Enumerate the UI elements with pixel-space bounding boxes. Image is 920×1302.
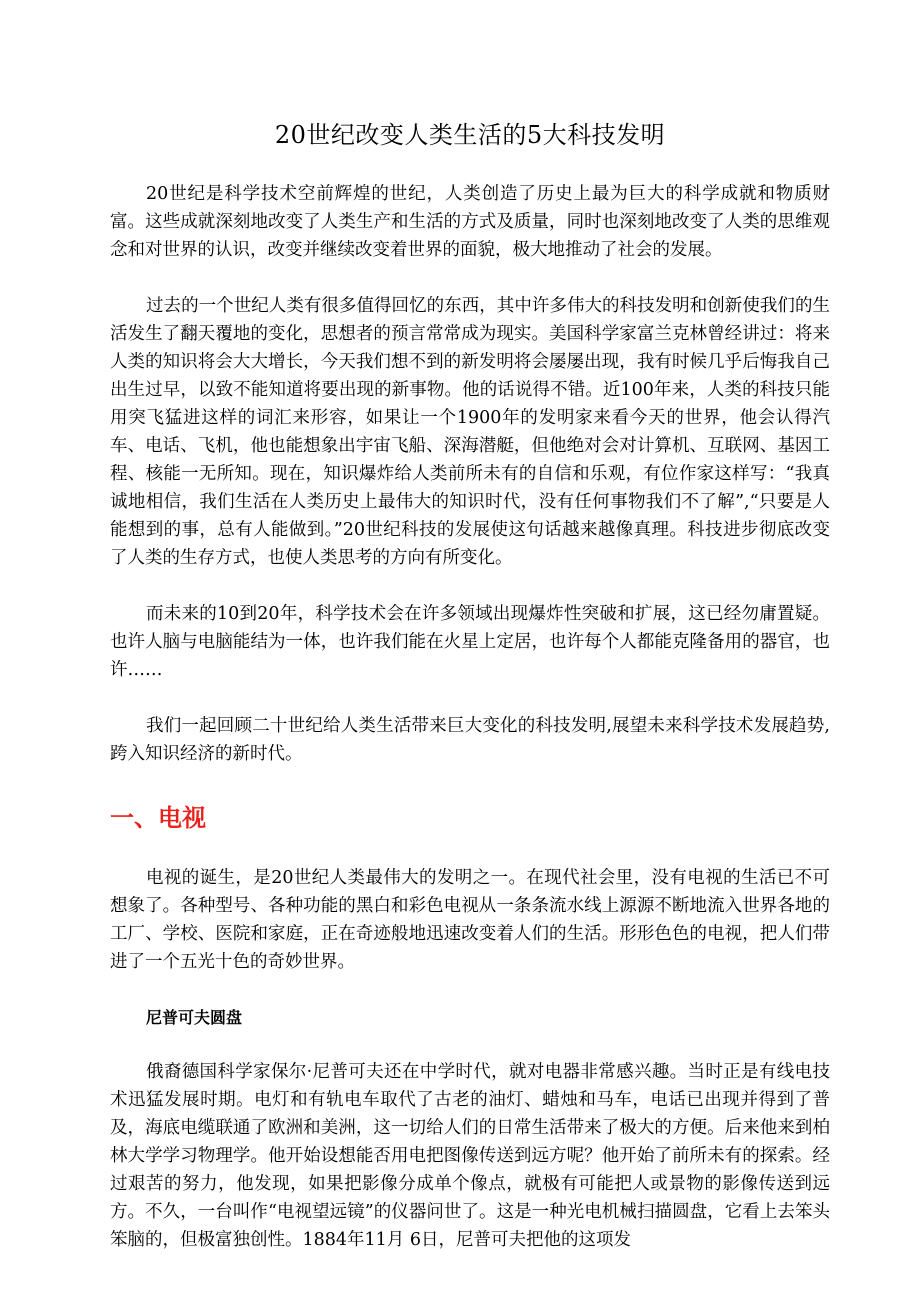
section-paragraph-television: 电视的诞生，是20世纪人类最伟大的发明之一。在现代社会里，没有电视的生活已不可想象了。各种型号、各种功能的黑白和彩色电视从一条条流水线上源源不断地流入世界各地的工厂、学校、医院和家庭，正在奇迹般地迅速改变着人们的生活。形形色色的电视，把人们带进了一个五光十色的奇妙世界。 [110,868,830,972]
subheading-nipkow-disk: 尼普可夫圆盘 [146,1008,243,1027]
section-heading-television: 一、电视 [110,804,206,832]
intro-paragraph-4: 我们一起回顾二十世纪给人类生活带来巨大变化的科技发明,展望未来科学技术发展趋势,跨入知识经济的新时代。 [110,716,830,764]
intro-paragraph-2: 过去的一个世纪人类有很多值得回忆的东西，其中许多伟大的科技发明和创新使我们的生活发生了翻天覆地的变化，思想者的预言常常成为现实。美国科学家富兰克林曾经讲过：将来人类的知识将会大大增长，今天我们想不到的新发明将会屡屡出现，我有时候几乎后悔我自己出生过早，以致不能知道将要出现的新事物。他的话说得不错。近100年来，人类的科技只能用突飞猛进这样的词汇来形容，如果让一个1900年的发明家来看今天的世界，他会认得汽车、电话、飞机，他也能想象出宇宙飞船、深海潜艇，但他绝对会对计算机、互联网、基因工程、核能一无所知。现在，知识爆炸给人类前所未有的自信和乐观，有位作家这样写：“我真诚地相信，我们生活在人类历史上最伟大的知识时代，没有任何事物我们不了解”,“只要是人能想到的事，总有人能做到。”20世纪科技的发展使这句话越来越像真理。科技进步彻底改变了人类的生存方式，也使人类思考的方向有所变化。 [110,296,830,568]
document-title: 20世纪改变人类生活的5大科技发明 [274,121,666,149]
intro-paragraph-1: 20世纪是科学技术空前辉煌的世纪，人类创造了历史上最为巨大的科学成就和物质财富。这些成就深刻地改变了人类生产和生活的方式及质量，同时也深刻地改变了人类的思维观念和对世界的认识，改变并继续改变着世界的面貌，极大地推动了社会的发展。 [110,184,830,260]
subsection-paragraph-nipkow: 俄裔德国科学家保尔·尼普可夫还在中学时代，就对电器非常感兴趣。当时正是有线电技术迅猛发展时期。电灯和有轨电车取代了古老的油灯、蜡烛和马车，电话已出现并得到了普及，海底电缆联通了欧洲和美洲，这一切给人们的日常生活带来了极大的方便。后来他来到柏林大学学习物理学。他开始设想能否用电把图像传送到远方呢？他开始了前所未有的探索。经过艰苦的努力，他发现，如果把影像分成单个像点，就极有可能把人或景物的影像传送到远方。不久，一台叫作“电视望远镜”的仪器问世了。这是一种光电机械扫描圆盘，它看上去笨头笨脑的，但极富独创性。1884年11月 6日，尼普可夫把他的这项发 [110,1062,830,1250]
document-page [110,0,830,1254]
intro-paragraph-3: 而未来的10到20年，科学技术会在许多领域出现爆炸性突破和扩展，这已经勿庸置疑。也许人脑与电脑能结为一体，也许我们能在火星上定居，也许每个人都能克隆备用的器官，也许…… [110,604,830,680]
